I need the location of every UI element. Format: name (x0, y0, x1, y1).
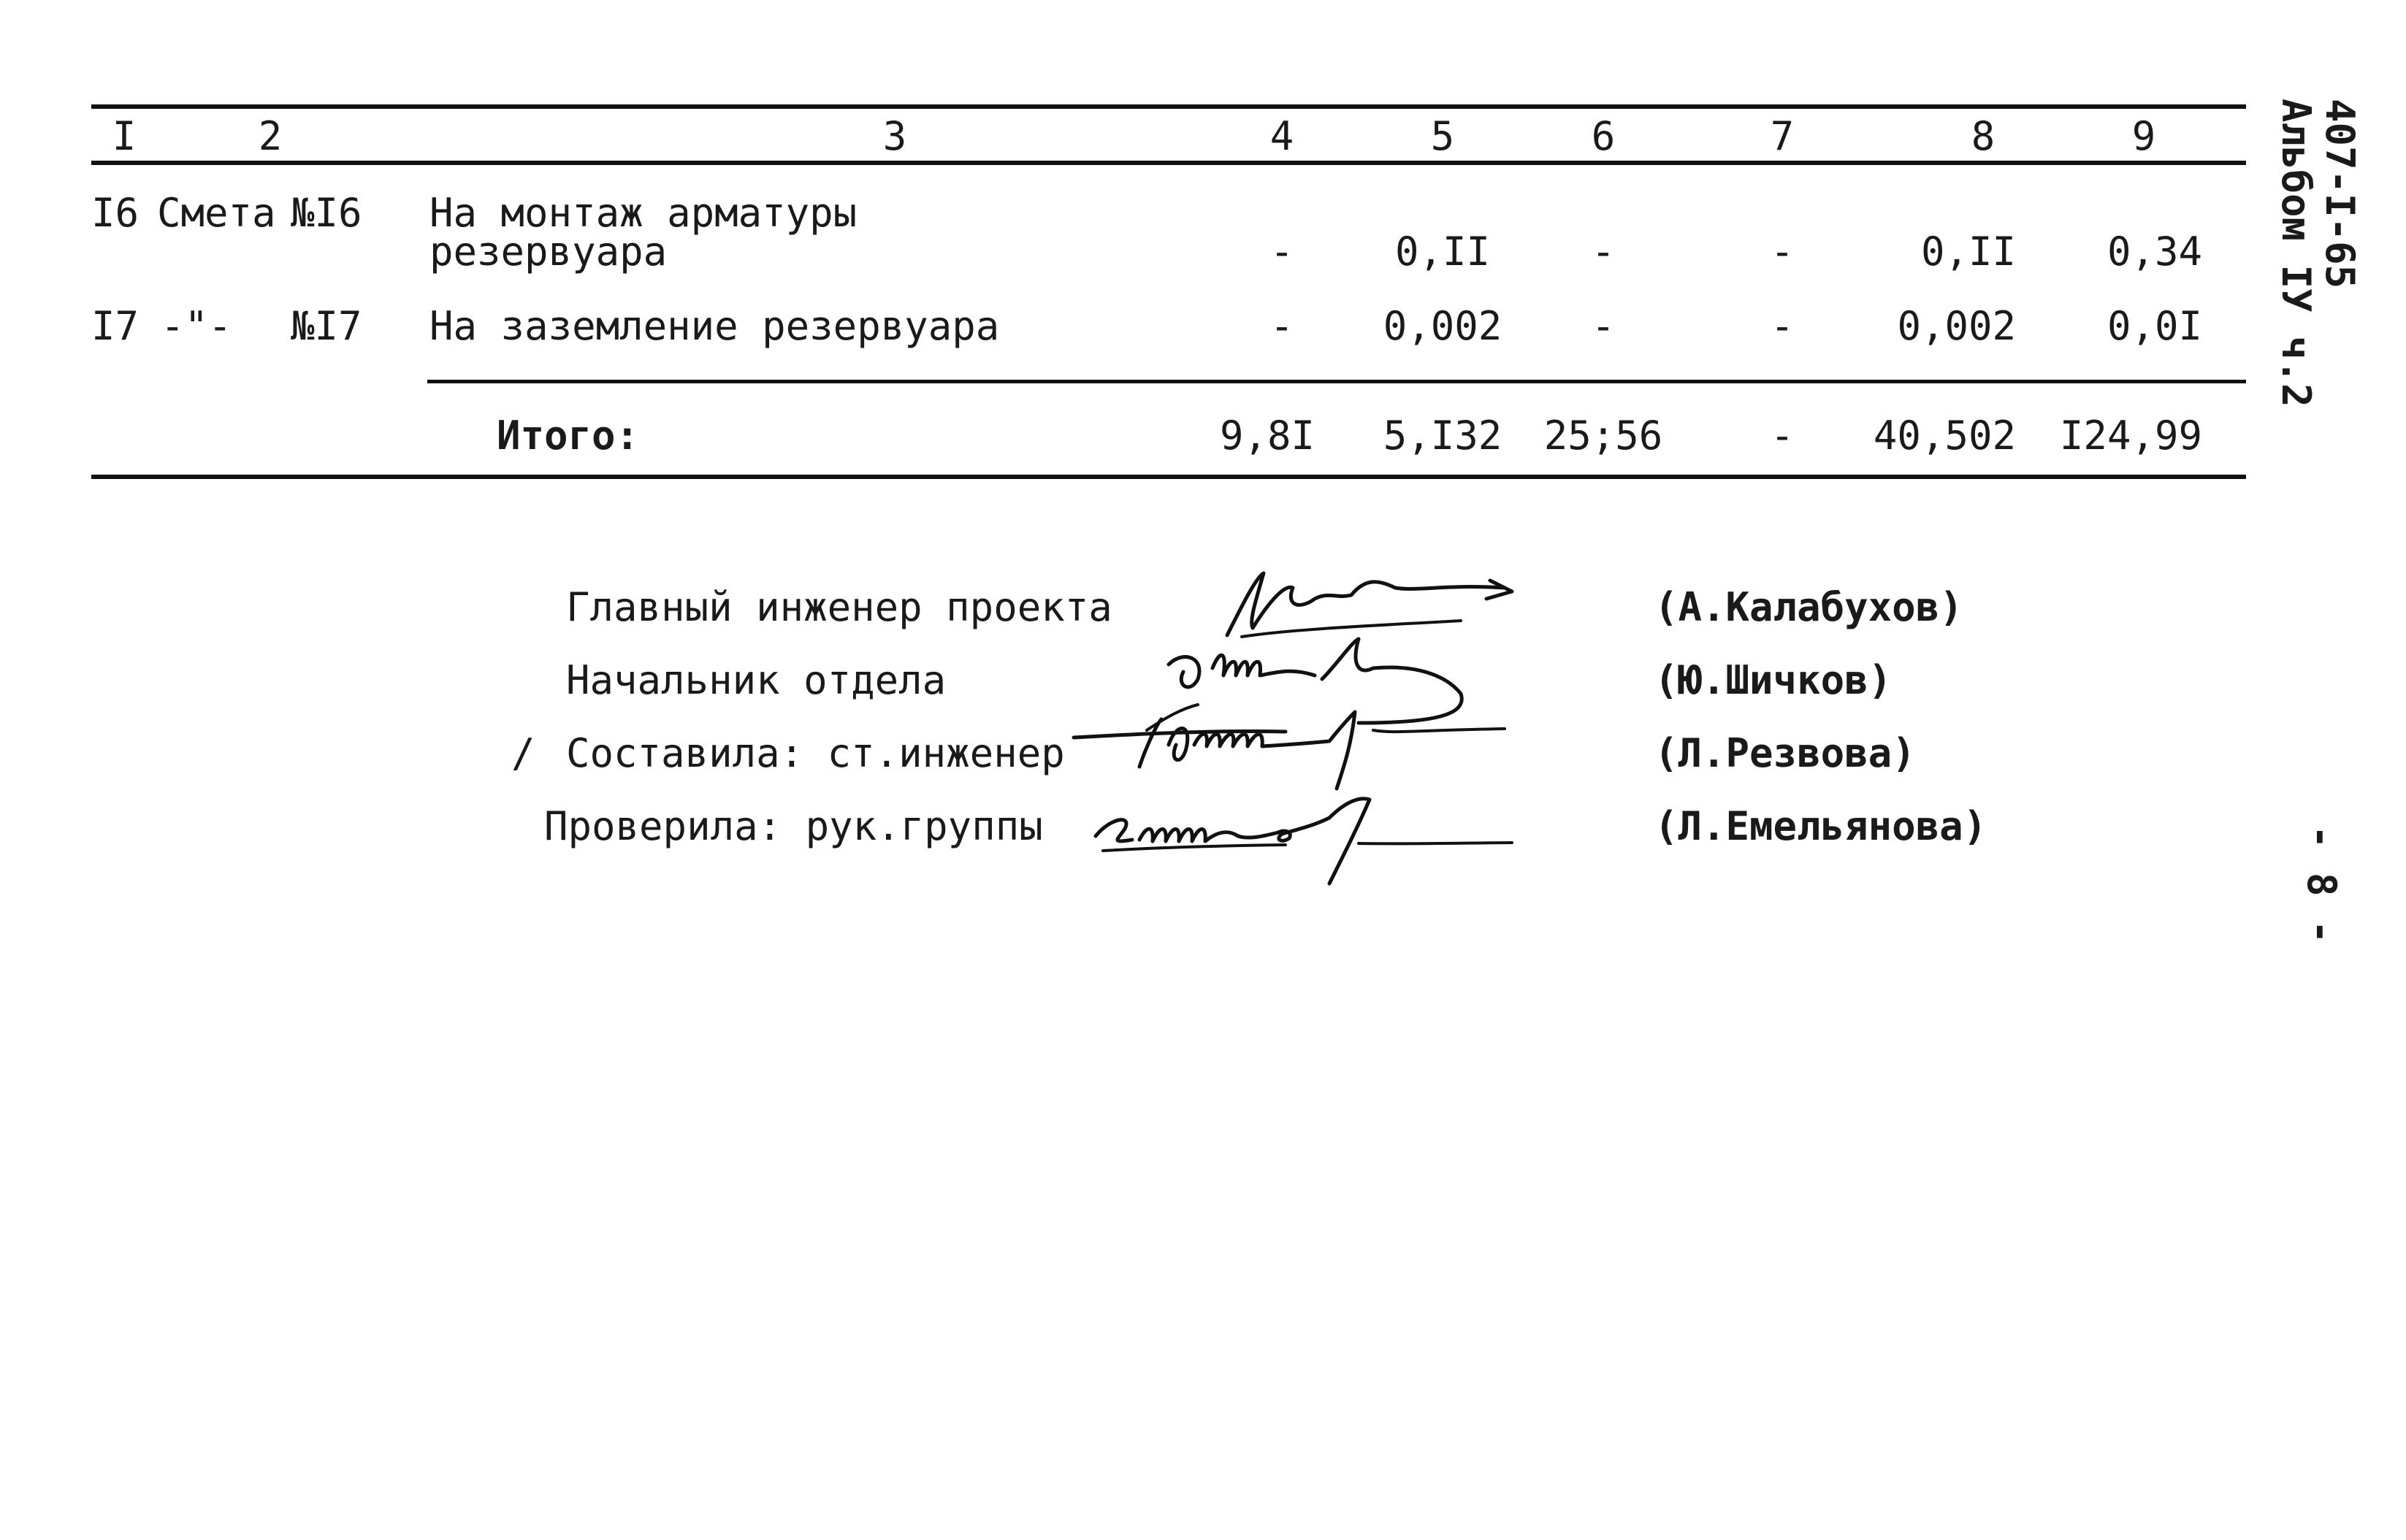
col-header-2: 2 (258, 113, 283, 159)
col-header-8: 8 (1971, 113, 1996, 159)
signature-name: (Ю.Шичков) (1654, 657, 1893, 703)
table-bottom-rule (91, 475, 2246, 479)
slash-mark: / (511, 730, 535, 776)
cell-col5: 0,002 (1383, 303, 1502, 349)
total-col8: 40,502 (1873, 413, 2016, 459)
total-col6: 25;56 (1543, 413, 1663, 459)
col-header-6: 6 (1591, 113, 1616, 159)
signature-role: Проверила: рук.группы (544, 803, 1043, 849)
table-top-rule (91, 104, 2246, 109)
document-code: 407-I-65 (2317, 99, 2363, 289)
cell-col6: - (1591, 303, 1616, 349)
col-header-4: 4 (1269, 113, 1294, 159)
row-document: -"- (161, 303, 232, 349)
signature-name: (А.Калабухов) (1654, 584, 1963, 630)
cell-col9: 0,34 (2107, 229, 2202, 275)
col-header-5: 5 (1430, 113, 1455, 159)
col-header-3: 3 (882, 113, 907, 159)
signature-role: Главный инженер проекта (566, 584, 1112, 630)
cell-col9: 0,0I (2107, 303, 2202, 349)
row-description: На заземление резервуара (429, 303, 1000, 349)
subtotal-rule (427, 380, 2246, 383)
signature-role: Начальник отдела (566, 657, 947, 703)
cell-col8: 0,II (1920, 229, 2016, 275)
col-header-1: I (112, 113, 137, 159)
col-header-7: 7 (1770, 113, 1795, 159)
row-number: I6 (91, 190, 140, 236)
cell-col4: - (1269, 303, 1294, 349)
cell-col7: - (1770, 229, 1795, 275)
row-description-cont: резервуара (429, 229, 668, 275)
row-document: Смета (157, 190, 276, 236)
cell-col4: - (1269, 229, 1294, 275)
cell-col8: 0,002 (1897, 303, 2016, 349)
total-label: Итого: (497, 413, 640, 459)
handwritten-signature-4 (1081, 774, 1519, 898)
total-col5: 5,I32 (1383, 413, 1502, 459)
row-document-number: №I7 (291, 303, 362, 349)
signature-name: (Л.Резвова) (1654, 730, 1916, 776)
signature-role: Составила: ст.инженер (566, 730, 1065, 776)
header-bottom-rule (91, 161, 2246, 165)
page-number: - 8 - (2299, 825, 2345, 944)
row-document-number: №I6 (291, 190, 362, 236)
cell-col6: - (1591, 229, 1616, 275)
row-number: I7 (91, 303, 140, 349)
total-col4: 9,8I (1219, 413, 1315, 459)
row-description: На монтаж арматуры (429, 190, 858, 236)
total-col7: - (1770, 413, 1795, 459)
album-reference: Альбом IУ ч.2 (2273, 99, 2319, 407)
total-col9: I24,99 (2059, 413, 2202, 459)
col-header-9: 9 (2131, 113, 2156, 159)
signature-name: (Л.Емельянова) (1654, 803, 1987, 849)
cell-col5: 0,II (1394, 229, 1491, 275)
cell-col7: - (1770, 303, 1795, 349)
